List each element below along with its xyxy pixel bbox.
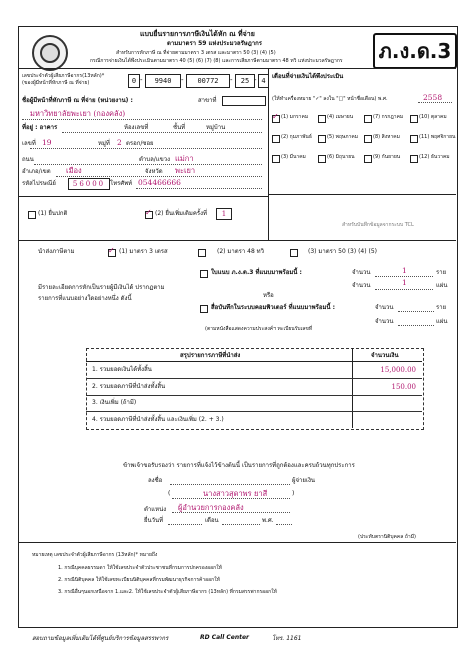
- payer-role-label: ผู้จ่ายเงิน: [292, 477, 315, 484]
- month-checkbox-12[interactable]: [410, 155, 418, 163]
- summary-row: [86, 395, 422, 412]
- media-sheet-count-label: จำนวน: [375, 318, 394, 325]
- declaration-text: ข้าพเจ้าขอรับรองว่า รายการที่แจ้งไว้ข้างต้นนี้ เป็นรายการที่ถูกต้องและครบถ้วนทุกประการ: [123, 462, 355, 469]
- month-label-3: (7) กรกฎาคม: [373, 114, 404, 120]
- attachment-desc-2: รายการที่แนบอย่างใดอย่างหนึ่ง ดังนี้: [38, 295, 132, 302]
- person-unit-label: ราย: [436, 269, 447, 276]
- province-label: จังหวัด: [145, 168, 163, 175]
- attachment-sheet-label: ใบแนบ ภ.ง.ด.3 ที่แนบมาพร้อมนี้ :: [211, 269, 302, 276]
- subdistrict-value[interactable]: แม่กา: [175, 154, 194, 163]
- tax-id-digit-group-4: 25: [235, 74, 255, 88]
- payer-name-value[interactable]: มหาวิทยาลัยพะเยา (กองคลัง): [30, 109, 126, 118]
- summary-row-label: 1. รวมยอดเงินได้ทั้งสิ้น: [92, 366, 152, 373]
- attachment-media-label: สื่อบันทึกในระบบคอมพิวเตอร์ ที่แนบมาพร้อมนี้ :: [211, 304, 335, 311]
- branch-label: สาขาที่: [198, 97, 217, 104]
- soi-label: ตรอก/ซอย: [126, 140, 154, 147]
- note-item-2: 2. กรณีนิติบุคคล ให้ใช้เลขทะเบียนนิติบุคคลที่กรมพัฒนาธุรกิจการค้าออกให้: [58, 577, 220, 583]
- summary-row: [86, 362, 422, 379]
- floor-label: ชั้นที่: [173, 124, 186, 131]
- section-48-bis-label: (2) มาตรา 48 ทวิ: [217, 248, 264, 255]
- summary-row-amount[interactable]: [356, 414, 422, 426]
- form-subtitle: ตามมาตรา 59 แห่งประมวลรัษฎากร: [167, 40, 262, 47]
- normal-filing-label: (1) ยื่นปกติ: [38, 210, 68, 217]
- month-label-1: (1) มกราคม: [281, 114, 309, 120]
- summary-row-amount[interactable]: [356, 397, 422, 409]
- tax-id-digit-group-5: 4: [258, 74, 269, 88]
- district-value[interactable]: เมือง: [66, 166, 82, 175]
- tax-id-sublabel: (ของผู้มีหน้าที่หักภาษี ณ ที่จ่าย): [22, 80, 90, 86]
- attachment-media-checkbox[interactable]: [200, 305, 208, 313]
- month-label-9: (3) มีนาคม: [281, 154, 306, 160]
- branch-input[interactable]: [222, 96, 266, 106]
- postcode-label: รหัสไปรษณีย์: [22, 180, 56, 187]
- village-label: หมู่บ้าน: [206, 124, 226, 131]
- attachment-desc-1: มีรายละเอียดการหักเป็นรายผู้มีเงินได้ ปรากฏตาม: [38, 284, 165, 291]
- summary-row-label: 4. รวมยอดภาษีที่นำส่งทั้งสิ้น และเงินเพิ่ม (2. + 3.): [92, 415, 224, 423]
- section-3-tres-label: (1) มาตรา 3 เตรส: [119, 248, 168, 255]
- tax-id-digit-group-2: 9940: [145, 74, 181, 88]
- withholding-tax-form-page: แบบยื่นรายการภาษีเงินได้หัก ณ ที่จ่าย ตามมาตรา 59 แห่งประมวลรัษฎากร สำหรับการหักภาษี ณ ที่จ่ายตามมาตรา 3 เตรส และมาตรา 50 (3) (4) (5) กรณีการจ่ายเงินได้พึงประเมินตามมาตรา 40 (5) (6) (7) (8) และการเสียภาษีตามมาตรา 48 ทวิ แห่งประมวลรัษฎากร ภ.ง.ด.3 เลขประจำตัวผู้เสียภาษีอากร(13หลัก)* (ของผู้มีหน้าที่หักภาษี ณ ที่จ่าย) 0 - 9940 - 00772 - 25 - 4 ชื่อผู้มีหน้าที่หักภาษี ณ ที่จ่าย (หน่วยงาน) : สาขาที่ มหาวิทยาลัยพะเยา (กองคลัง) ที่อยู่ : อาคาร ห้องเลขที่ ชั้นที่ หมู่บ้าน เลขที่ 19 หมู่ที่ 2 ตรอก/ซอย ถนน ตำบล/แขวง แม่กา อำเภอ/เขต เมือง จังหวัด พะเยา รหัสไปรษณีย์ 56000 โทรศัพท์ 054466666 (1) ยื่นปกติ ✓ (2) ยื่นเพิ่มเติมครั้งที่ 1 เดือนที่จ่ายเงินได้พึงประเมิน (ให้ทำเครื่องหมาย "✓" ลงใน "□" หน้าชื่อเดือน) พ.ศ. 2558 ✓ (1) มกราคม (4) เมษายน (7) กรกฎาคม (10) ตุลาคม (2) กุมภาพันธ์ (5) พฤษภาคม (8) สิงหาคม (11) พฤศจิกายน (3) มีนาคม (6) มิถุนายน (9) กันยายน (12) ธันวาคม สำหรับบันทึกข้อมูลจากระบบ TCL นำส่งภาษีตาม ✓ (1) มาตรา 3 เตรส (2) มาตรา 48 ทวิ (3) มาตรา 50 (3) (4) (5) มีรายละเอียดการหักเป็นรายผู้มีเงินได้ ปรากฏตาม รายการที่แนบอย่างใดอย่างหนึ่ง ดังนี้ ใบแนบ ภ.ง.ด.3 ที่แนบมาพร้อมนี้ : จำนวน 1 ราย 1 จำนวน แผ่น หรือ สื่อบันทึกในระบบคอมพิวเตอร์ ที่แนบมาพร้อมนี้ : จำนวน ราย จำนวน แผ่น (ตามหนังสือแสดงความประสงค์ฯ ทะเบียนรับเลขที่ สรุปรายการภาษีที่นำส่ง จำนวนเงิน 1. รวมยอดเงินได้ทั้งสิ้น 15,000.00 2. รวมยอดภาษีที่นำส่งทั้งสิ้น 150.00 3. เงินเพิ่ม (ถ้ามี) 4. รวมยอดภาษีที่นำส่งทั้งสิ้น และเงินเพิ่ม (2. + 3.) ข้าพเจ้าขอรับรองว่า รายการที่แจ้งไว้ข้างต้นนี้ เป็นรายการที่ถูกต้องและครบถ้วนทุกประการ ลงชื่อ ผู้จ่ายเงิน ( นางสาวสุดาพร ยาสี ) ตำแหน่ง ผู้อำนวยการกองคลัง ยื่นวันที่ เดือน พ.ศ. (ประทับตรานิติบุคคล ถ้ามี) หมายเหตุ เลขประจำตัวผู้เสียภาษีอากร (13หลัก)* หมายถึง 1. กรณีบุคคลธรรมดา ให้ใช้เลขประจำตัวประชาชนที่กรมการปกครองออกให้ 2. กรณีนิติบุคคล ให้ใช้เลขทะเบียนนิติบุคคลที่กรมพัฒนาธุรกิจการค้าออกให้ 3. กรณีอื่นๆนอกเหนือจาก 1.และ2. ให้ใช้เลขประจำตัวผู้เสียภาษีอากร (13หลัก) ที่กรมสรรพากรออกให้ สอบถามข้อมูลเพิ่มเติมได้ที่ศูนย์บริการข้อมูลสรรพากร RD Call Center โทร. 1161: [0, 0, 474, 671]
- stamp-note: (ประทับตรานิติบุคคล ถ้ามี): [358, 534, 416, 540]
- month-section-title: เดือนที่จ่ายเงินได้พึงประเมิน: [272, 73, 344, 80]
- tax-id-label: เลขประจำตัวผู้เสียภาษีอากร(13หลัก)*: [22, 73, 105, 79]
- month-label-11: (9) กันยายน: [373, 154, 401, 160]
- footer-inquiry-text: สอบถามข้อมูลเพิ่มเติมได้ที่ศูนย์บริการข้อมูลสรรพากร: [32, 635, 169, 642]
- media-note: (ตามหนังสือแสดงความประสงค์ฯ ทะเบียนรับเลขที่: [205, 326, 313, 332]
- additional-filing-number[interactable]: 1: [216, 208, 232, 220]
- month-instruction: (ให้ทำเครื่องหมาย "✓" ลงใน "□" หน้าชื่อเดือน) พ.ศ.: [272, 96, 388, 102]
- form-code-badge: ภ.ง.ด.3: [373, 33, 457, 69]
- house-no-value[interactable]: 19: [42, 138, 52, 147]
- sheet-count-value[interactable]: 1: [402, 278, 407, 287]
- phone-value[interactable]: 054466666: [138, 178, 181, 187]
- form-description-1: สำหรับการหักภาษี ณ ที่จ่ายตามมาตรา 3 เตรส และมาตรา 50 (3) (4) (5): [116, 50, 276, 56]
- form-title: แบบยื่นรายการภาษีเงินได้หัก ณ ที่จ่าย: [140, 30, 255, 38]
- summary-row-amount[interactable]: 150.00: [391, 382, 416, 391]
- month-label-6: (5) พฤษภาคม: [327, 134, 359, 140]
- month-checkbox-8[interactable]: [410, 135, 418, 143]
- month-check-icon-1: ✓: [272, 112, 279, 121]
- summary-rows: [86, 362, 422, 428]
- house-no-label: เลขที่: [22, 140, 36, 147]
- revenue-department-seal: [32, 35, 68, 71]
- address-building-label: ที่อยู่ : อาคาร: [22, 124, 58, 131]
- summary-title: สรุปรายการภาษีที่นำส่ง: [180, 352, 241, 359]
- month-label-12: (12) ธันวาคม: [419, 154, 450, 160]
- notes-title: หมายเหตุ เลขประจำตัวผู้เสียภาษีอากร (13หลัก)* หมายถึง: [32, 552, 158, 558]
- officer-note: สำหรับบันทึกข้อมูลจากระบบ TCL: [342, 222, 414, 228]
- column-divider: [268, 69, 269, 241]
- section-50-checkbox[interactable]: [290, 249, 298, 257]
- postcode-input[interactable]: 56000: [68, 178, 110, 190]
- road-label: ถนน: [22, 156, 34, 163]
- media-count-label: จำนวน: [375, 304, 394, 311]
- attachment-sheet-checkbox[interactable]: [200, 270, 208, 278]
- month-checkbox-6[interactable]: [318, 135, 326, 143]
- month-checkbox-3[interactable]: [364, 115, 372, 123]
- month-label-5: (2) กุมภาพันธ์: [281, 134, 312, 140]
- additional-filing-label: (2) ยื่นเพิ่มเติมครั้งที่: [155, 210, 208, 217]
- footer-call-center: RD Call Center: [200, 634, 249, 641]
- month-checkbox-10[interactable]: [318, 155, 326, 163]
- signer-name-value[interactable]: นางสาวสุดาพร ยาสี: [203, 489, 268, 498]
- tax-id-digit-group-3: 00772: [186, 74, 230, 88]
- additional-filing-check-icon: ✓: [145, 208, 152, 217]
- moo-label: หมู่ที่: [98, 140, 110, 147]
- subdistrict-label: ตำบล/แขวง: [139, 156, 171, 163]
- month-label-8: (11) พฤศจิกายน: [419, 134, 456, 140]
- position-value[interactable]: ผู้อำนวยการกองคลัง: [178, 503, 244, 512]
- filed-year-label: พ.ศ.: [262, 517, 274, 524]
- media-unit-label: ราย: [436, 304, 447, 311]
- notes-divider: [18, 542, 456, 543]
- section-divider: [18, 240, 456, 241]
- month-year-value[interactable]: 2558: [423, 93, 443, 102]
- moo-value[interactable]: 2: [117, 138, 122, 147]
- month-checkbox-9[interactable]: [272, 155, 280, 163]
- province-value[interactable]: พะเยา: [175, 166, 196, 175]
- summary-row-label: 3. เงินเพิ่ม (ถ้ามี): [92, 399, 137, 406]
- person-count-value[interactable]: 1: [402, 266, 407, 275]
- room-label: ห้องเลขที่: [124, 124, 149, 131]
- month-checkbox-5[interactable]: [272, 135, 280, 143]
- month-label-7: (8) สิงหาคม: [373, 134, 400, 140]
- sheet-count-label: จำนวน: [352, 282, 371, 289]
- month-checkbox-11[interactable]: [364, 155, 372, 163]
- month-divider: [268, 194, 456, 195]
- month-checkbox-4[interactable]: [410, 115, 418, 123]
- month-label-2: (4) เมษายน: [327, 114, 354, 120]
- month-checkbox-grid: [272, 114, 456, 170]
- month-checkbox-7[interactable]: [364, 135, 372, 143]
- district-label: อำเภอ/เขต: [22, 168, 51, 175]
- note-item-1: 1. กรณีบุคคลธรรมดา ให้ใช้เลขประจำตัวประชาชนที่กรมการปกครองออกให้: [58, 565, 222, 571]
- filed-date-label: ยื่นวันที่: [144, 517, 164, 524]
- footer-phone: โทร. 1161: [272, 635, 302, 642]
- section-50-label: (3) มาตรา 50 (3) (4) (5): [308, 248, 377, 255]
- normal-filing-checkbox[interactable]: [28, 211, 36, 219]
- position-label: ตำแหน่ง: [144, 506, 167, 513]
- month-checkbox-2[interactable]: [318, 115, 326, 123]
- payer-name-label: ชื่อผู้มีหน้าที่หักภาษี ณ ที่จ่าย (หน่วยงาน) :: [22, 97, 133, 104]
- section-48-bis-checkbox[interactable]: [198, 249, 206, 257]
- month-label-10: (6) มิถุนายน: [327, 154, 355, 160]
- summary-row: [86, 412, 422, 428]
- section-3-tres-check-icon: ✓: [108, 246, 115, 255]
- note-item-3: 3. กรณีอื่นๆนอกเหนือจาก 1.และ2. ให้ใช้เลขประจำตัวผู้เสียภาษีอากร (13หลัก) ที่กรมสรรพากรออกให้: [58, 589, 277, 595]
- person-count-label: จำนวน: [352, 269, 371, 276]
- summary-row-amount[interactable]: 15,000.00: [380, 366, 416, 374]
- sign-label: ลงชื่อ: [148, 477, 163, 484]
- sheet-unit-label: แผ่น: [436, 282, 448, 289]
- form-description-2: กรณีการจ่ายเงินได้พึงประเมินตามมาตรา 40 (5) (6) (7) (8) และการเสียภาษีตามมาตรา 48 ทวิ แห่งประมวลรัษฎากร: [90, 58, 343, 64]
- media-sheet-unit-label: แผ่น: [436, 318, 448, 325]
- phone-label: โทรศัพท์: [110, 180, 133, 187]
- left-block-divider: [18, 196, 268, 197]
- tax-id-field[interactable]: 0 - 9940 - 00772 - 25 - 4: [128, 74, 268, 88]
- header-divider: [18, 68, 456, 69]
- or-label: หรือ: [263, 292, 274, 299]
- month-label-4: (10) ตุลาคม: [419, 114, 447, 120]
- amount-header: จำนวนเงิน: [371, 352, 399, 359]
- tax-id-digit-group-1: 0: [128, 74, 140, 88]
- summary-row-label: 2. รวมยอดภาษีที่นำส่งทั้งสิ้น: [92, 382, 166, 390]
- tax-section-label: นำส่งภาษีตาม: [38, 248, 75, 255]
- summary-row: [86, 379, 422, 396]
- filed-month-label: เดือน: [205, 517, 219, 524]
